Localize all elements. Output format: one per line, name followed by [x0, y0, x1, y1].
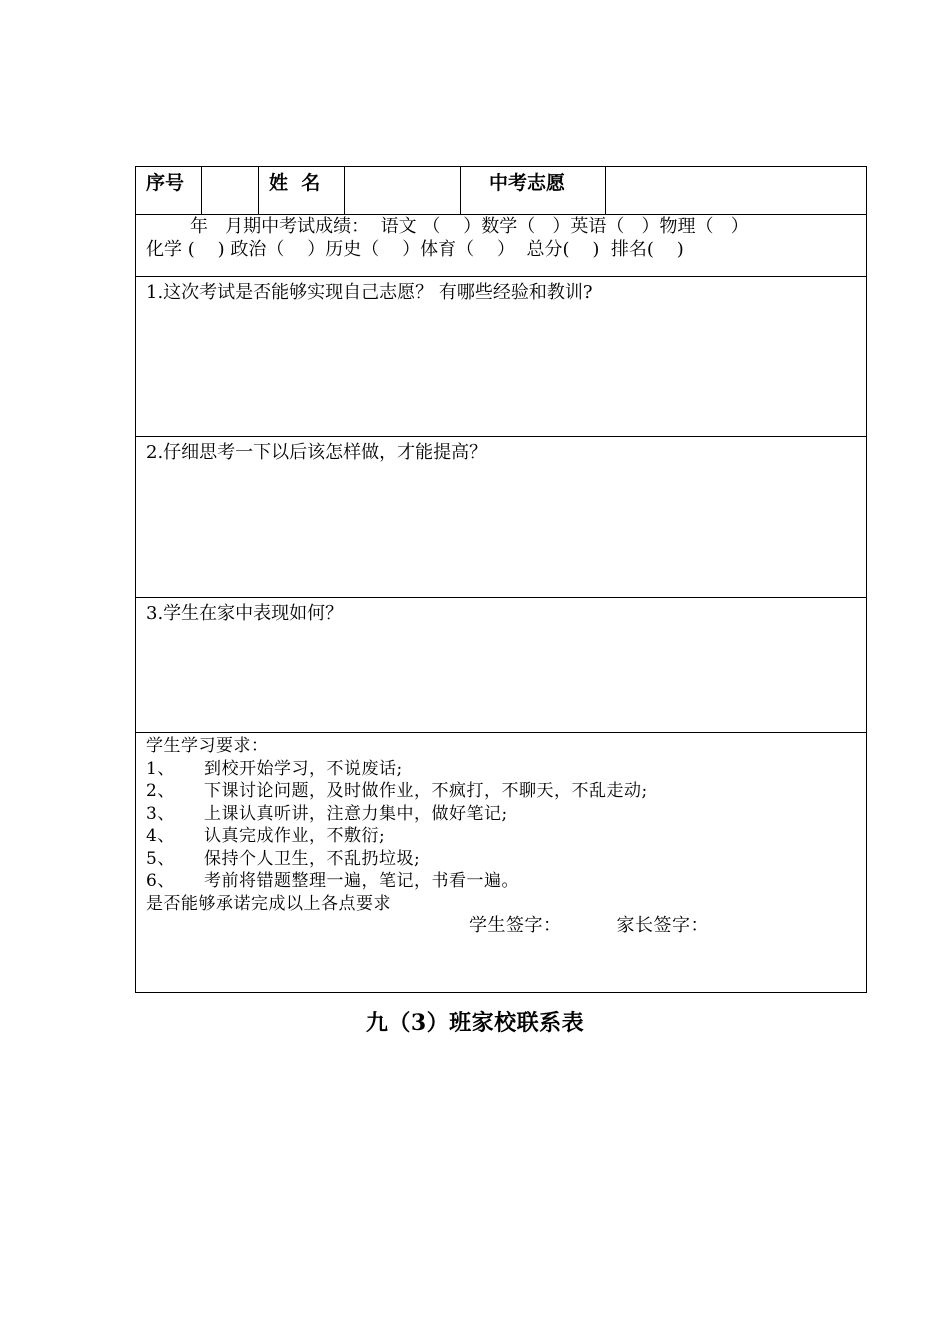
contact-form-table	[135, 166, 867, 993]
seq-label: 序号	[136, 167, 202, 214]
question-3-section[interactable]	[135, 598, 867, 733]
requirement-number: 6、	[146, 871, 175, 891]
parent-signature-label[interactable]: 家长签字：	[616, 915, 709, 936]
requirement-text: 考前将错题整理一遍，笔记，书看一遍。	[204, 871, 519, 891]
requirements-heading: 学生学习要求：	[146, 736, 269, 756]
requirement-number: 4、	[146, 826, 175, 846]
requirement-text: 保持个人卫生，不乱扔垃圾;	[204, 848, 421, 869]
name-field[interactable]	[345, 167, 461, 214]
requirement-text: 上课认真听讲，注意力集中，做好笔记;	[204, 803, 508, 824]
requirement-item	[146, 803, 866, 826]
question-1-text: 1.这次考试是否能够实现自己志愿？ 有哪些经验和教训?	[146, 282, 593, 303]
requirement-item	[146, 848, 866, 871]
requirement-number: 1、	[146, 758, 175, 779]
page-title: 九（3）班家校联系表	[365, 1010, 585, 1036]
signature-line	[146, 915, 866, 938]
scores-line-2: 化学 ( ) 政治（ ）历史（ ）体育（ ） 总分( ) 排名( )	[146, 239, 684, 260]
requirement-text: 认真完成作业，不敷衍;	[204, 826, 386, 846]
question-2-section[interactable]	[135, 437, 867, 598]
requirement-item	[146, 758, 866, 781]
requirement-number: 2、	[146, 781, 175, 801]
question-2-text: 2.仔细思考一下以后该怎样做，才能提高？	[146, 442, 488, 463]
header-row	[135, 166, 867, 215]
goal-field[interactable]	[606, 167, 866, 214]
requirement-item	[146, 780, 866, 803]
requirement-number: 5、	[146, 848, 175, 869]
requirement-text: 到校开始学习，不说废话;	[204, 758, 403, 779]
requirement-text: 下课讨论问题，及时做作业，不疯打，不聊天，不乱走动;	[204, 781, 648, 801]
requirement-item	[146, 870, 866, 893]
scores-row	[135, 215, 867, 277]
requirements-section	[135, 733, 867, 993]
seq-field[interactable]	[202, 167, 259, 214]
goal-label: 中考志愿	[461, 167, 606, 214]
question-1-section[interactable]	[135, 277, 867, 437]
name-label: 姓 名	[259, 167, 345, 214]
requirement-number: 3、	[146, 803, 175, 824]
requirement-item	[146, 825, 866, 848]
scores-line-1: 年 月期中考试成绩： 语文 （ ）数学（ ）英语（ ）物理（ ）	[190, 216, 749, 237]
student-signature-label[interactable]: 学生签字：	[469, 915, 562, 936]
commitment-text: 是否能够承诺完成以上各点要求	[146, 893, 391, 914]
question-3-text: 3.学生在家中表现如何？	[146, 603, 344, 624]
